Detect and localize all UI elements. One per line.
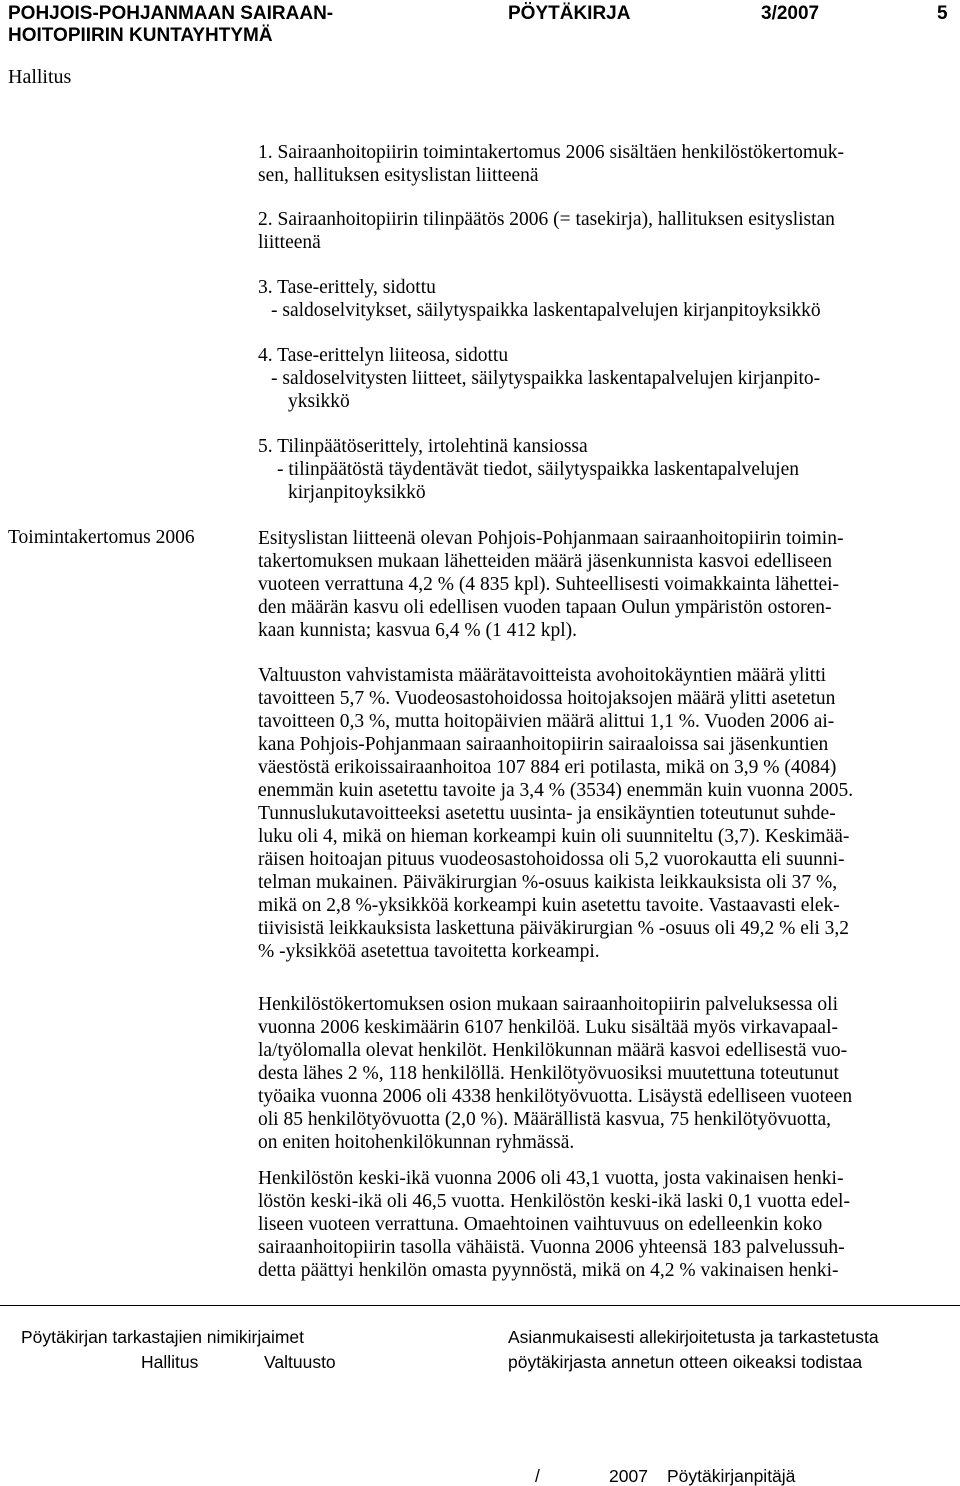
paragraph-line: enemmän kuin asetettu tavoite ja 3,4 % (3534) enemmän kuin vuonna 2005. [258, 780, 854, 801]
paragraph [258, 664, 853, 963]
appendix-item [258, 208, 835, 254]
paragraph-line: telman mukainen. Päiväkirurgian %-osuus kaikista leikkauksista oli 37 %, [258, 872, 838, 893]
paragraph-line: Valtuuston vahvistamista määrätavoitteista avohoitokäyntien määrä ylitti [258, 665, 827, 686]
appendix-line: 5. Tilinpäätöserittely, irtolehtinä kansiossa [258, 436, 588, 457]
initials-title: Pöytäkirjan tarkastajien nimikirjaimet [21, 1327, 305, 1347]
appendix-line: 1. Sairaanhoitopiirin toimintakertomus 2006 sisältäen henkilöstökertomuk- [258, 142, 844, 163]
paragraph-line: on eniten hoitohenkilökunnan ryhmässä. [258, 1132, 575, 1153]
paragraph [258, 993, 852, 1154]
paragraph-line: sairaanhoitopiirin tasolla vähäistä. Vuonna 2006 yhteensä 183 palvelussuh- [258, 1237, 845, 1258]
appendix-item [258, 435, 799, 504]
paragraph [258, 1167, 850, 1282]
initials-board-label: Hallitus [141, 1352, 199, 1372]
appendix-subline: yksikkö [288, 391, 350, 412]
appendix-subline: kirjanpitoyksikkö [288, 482, 426, 503]
paragraph-line: tiivisistä leikkauksista laskettuna päiväkirurgian % -osuus oli 49,2 % eli 3,2 [258, 918, 850, 939]
paragraph-line: tavoitteen 5,7 %. Vuodeosastohoidossa hoitojaksojen määrä ylitti asetetun [258, 688, 836, 709]
paragraph-line: vuoteen verrattuna 4,2 % (4 835 kpl). Suhteellisesti voimakkainta lähettei- [258, 574, 840, 595]
paragraph-line: Tunnuslukutavoitteeksi asetettu uusinta- ja ensikäyntien toteutunut suhde- [258, 803, 836, 824]
paragraph-line: tavoitteen 0,3 %, mutta hoitopäivien määrä alittui 1,1 %. Vuoden 2006 ai- [258, 711, 835, 732]
section-side-label: Toimintakertomus 2006 [8, 527, 195, 548]
paragraph-line: desta lähes 2 %, 118 henkilöllä. Henkilötyövuosiksi muutettuna toteutunut [258, 1063, 839, 1084]
footer-divider [0, 1305, 960, 1306]
paragraph-line: oli 85 henkilötyövuotta (2,0 %). Määrällistä kasvua, 75 henkilötyövuotta, [258, 1109, 831, 1130]
date-slash: / [535, 1466, 540, 1486]
paragraph-line: vuonna 2006 keskimäärin 6107 henkilöä. Luku sisältää myös virkavapaal- [258, 1017, 838, 1038]
appendix-line: 2. Sairaanhoitopiirin tilinpäätös 2006 (= tasekirja), hallituksen esityslistan [258, 209, 835, 230]
certified-line1: Asianmukaisesti allekirjoitetusta ja tarkastetusta [508, 1327, 879, 1347]
paragraph-line: väestöstä erikoissairaanhoitoa 107 884 eri potilasta, mikä on 3,9 % (4084) [258, 757, 837, 778]
date-year: 2007 [609, 1466, 648, 1486]
appendix-line: sen, hallituksen esityslistan liitteenä [258, 165, 539, 186]
appendix-item [258, 141, 844, 187]
paragraph-line: la/työlomalla olevat henkilöt. Henkilökunnan määrä kasvoi edellisestä vuo- [258, 1040, 848, 1061]
paragraph-line: Henkilöstökertomuksen osion mukaan sairaanhoitopiirin palveluksessa oli [258, 994, 839, 1015]
paragraph-line: Henkilöstön keski-ikä vuonna 2006 oli 43,1 vuotta, josta vakinaisen henki- [258, 1168, 844, 1189]
org-name-line1: POHJOIS-POHJANMAAN SAIRAAN- [8, 3, 334, 24]
doc-number: 3/2007 [761, 3, 820, 24]
appendix-item [258, 276, 821, 322]
paragraph-line: luku oli 4, mikä on hieman korkeampi kuin oli suunniteltu (3,7). Keskimää- [258, 826, 850, 847]
appendix-line: 3. Tase-erittely, sidottu [258, 277, 436, 298]
paragraph-line: löstön keski-ikä oli 46,5 vuotta. Henkilöstön keski-ikä laski 0,1 vuotta edel- [258, 1191, 850, 1212]
initials-council-label: Valtuusto [264, 1352, 336, 1372]
paragraph-line: detta päättyi henkilön omasta pyynnöstä, mikä on 4,2 % vakinaisen henki- [258, 1260, 839, 1281]
paragraph [258, 527, 843, 642]
paragraph-line: työaika vuonna 2006 oli 4338 henkilötyövuotta. Lisäystä edelliseen vuoteen [258, 1086, 853, 1107]
paragraph-line: mikä on 2,8 %-yksikköä korkeampi kuin asetettu tavoite. Vastaavasti elek- [258, 895, 840, 916]
paragraph-line: räisen hoitoajan pituus vuodeosastohoidossa oli 5,2 vuorokautta eli suunni- [258, 849, 845, 870]
paragraph-line: den määrän kasvu oli edellisen vuoden tapaan Oulun ympäristön ostoren- [258, 597, 832, 618]
doc-type: PÖYTÄKIRJA [508, 3, 631, 24]
appendix-subline: - saldoselvitykset, säilytyspaikka laskentapalvelujen kirjanpitoyksikkö [271, 300, 821, 321]
paragraph-line: takertomuksen mukaan lähetteiden määrä jäsenkunnista kasvoi edelliseen [258, 551, 832, 572]
paragraph-line: % -yksikköä asetettua tavoitetta korkeampi. [258, 941, 600, 962]
page-number: 5 [937, 3, 948, 24]
org-name-line2: HOITOPIIRIN KUNTAYHTYMÄ [8, 25, 273, 46]
paragraph-line: liseen vuoteen verrattuna. Omaehtoinen vaihtuvuus on edelleenkin koko [258, 1214, 823, 1235]
appendix-subline: - saldoselvitysten liitteet, säilytyspaikka laskentapalvelujen kirjanpito- [271, 368, 821, 389]
appendix-line: 4. Tase-erittelyn liiteosa, sidottu [258, 345, 509, 366]
appendix-item [258, 344, 820, 413]
minutes-keeper-label: Pöytäkirjanpitäjä [667, 1466, 796, 1486]
paragraph-line: kana Pohjois-Pohjanmaan sairaanhoitopiirin sairaaloissa sai jäsenkuntien [258, 734, 829, 755]
paragraph-line: Esityslistan liitteenä olevan Pohjois-Pohjanmaan sairaanhoitopiirin toimin- [258, 528, 844, 549]
body-name: Hallitus [8, 66, 72, 88]
appendix-line: liitteenä [258, 232, 321, 253]
paragraph-line: kaan kunnista; kasvua 6,4 % (1 412 kpl). [258, 620, 577, 641]
appendix-subline: - tilinpäätöstä täydentävät tiedot, säilytyspaikka laskentapalvelujen [277, 459, 800, 480]
certified-line2: pöytäkirjasta annetun otteen oikeaksi todistaa [508, 1352, 863, 1372]
